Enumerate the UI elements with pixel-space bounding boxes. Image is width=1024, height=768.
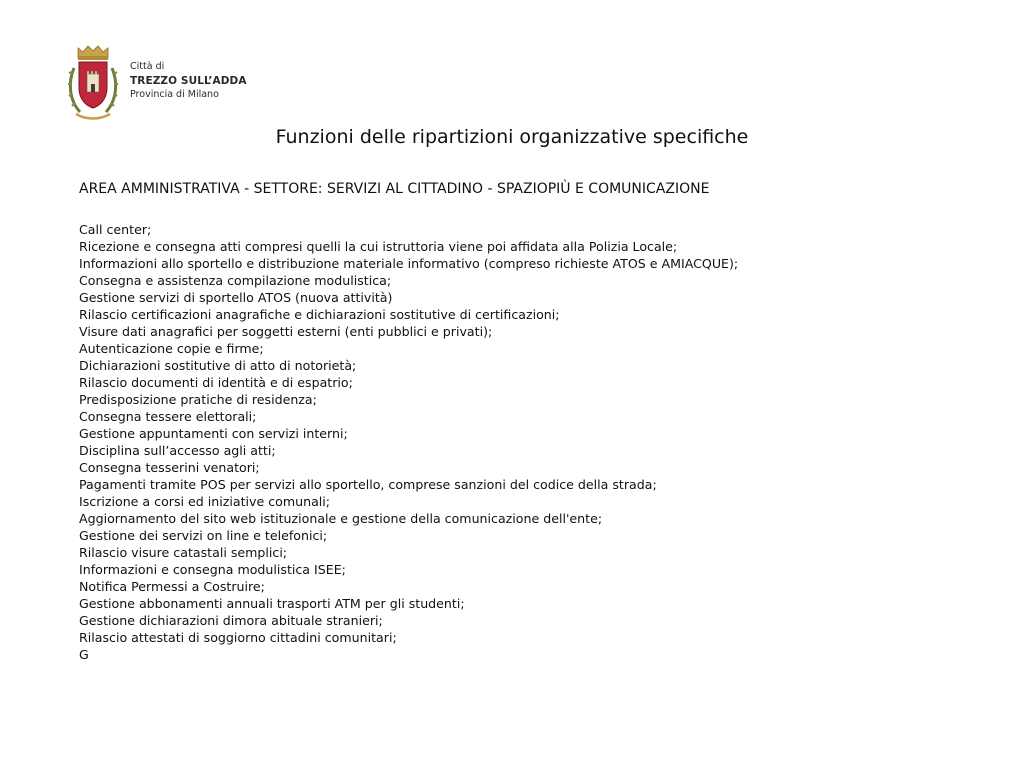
list-item: Rilascio visure catastali semplici; <box>79 545 288 560</box>
list-item: Dichiarazioni sostitutive di atto di notorietà; <box>79 358 357 373</box>
list-item: Visure dati anagrafici per soggetti esterni (enti pubblici e privati); <box>79 324 493 339</box>
logo-text <box>130 60 247 102</box>
list-item: Informazioni allo sportello e distribuzione materiale informativo (compreso richieste ATOS e AMIACQUE); <box>79 256 739 271</box>
list-item: Iscrizione a corsi ed iniziative comunali; <box>79 494 331 509</box>
list-item: Autenticazione copie e firme; <box>79 341 264 356</box>
logo-city-name: TREZZO SULL’ADDA <box>130 75 247 87</box>
list-item: Disciplina sull’accesso agli atti; <box>79 443 276 458</box>
municipal-logo <box>66 44 266 124</box>
list-item: Consegna tesserini venatori; <box>79 460 260 475</box>
list-item: Rilascio documenti di identità e di espatrio; <box>79 375 353 390</box>
logo-province: Provincia di Milano <box>130 89 219 100</box>
functions-list <box>79 221 738 663</box>
list-item: G <box>79 647 89 662</box>
section-heading: AREA AMMINISTRATIVA - SETTORE: SERVIZI AL CITTADINO - SPAZIOPIÙ E COMUNICAZIONE <box>79 181 710 197</box>
list-item: Gestione dichiarazioni dimora abituale stranieri; <box>79 613 383 628</box>
list-item: Consegna e assistenza compilazione modulistica; <box>79 273 392 288</box>
list-item: Consegna tessere elettorali; <box>79 409 257 424</box>
list-item: Gestione servizi di sportello ATOS (nuova attività) <box>79 290 393 305</box>
list-item: Pagamenti tramite POS per servizi allo sportello, comprese sanzioni del codice della strada; <box>79 477 657 492</box>
list-item: Ricezione e consegna atti compresi quelli la cui istruttoria viene poi affidata alla Polizia Locale; <box>79 239 678 254</box>
list-item: Rilascio certificazioni anagrafiche e dichiarazioni sostitutive di certificazioni; <box>79 307 560 322</box>
coat-of-arms-icon <box>66 44 120 122</box>
list-item: Gestione abbonamenti annuali trasporti ATM per gli studenti; <box>79 596 465 611</box>
list-item: Predisposizione pratiche di residenza; <box>79 392 317 407</box>
logo-city-prefix: Città di <box>130 61 165 72</box>
list-item: Gestione appuntamenti con servizi interni; <box>79 426 348 441</box>
list-item: Gestione dei servizi on line e telefonici; <box>79 528 328 543</box>
list-item: Notifica Permessi a Costruire; <box>79 579 265 594</box>
list-item: Informazioni e consegna modulistica ISEE; <box>79 562 346 577</box>
list-item: Aggiornamento del sito web istituzionale e gestione della comunicazione dell'ente; <box>79 511 603 526</box>
page-title: Funzioni delle ripartizioni organizzative specifiche <box>275 126 749 148</box>
list-item: Rilascio attestati di soggiorno cittadini comunitari; <box>79 630 397 645</box>
list-item: Call center; <box>79 222 152 237</box>
